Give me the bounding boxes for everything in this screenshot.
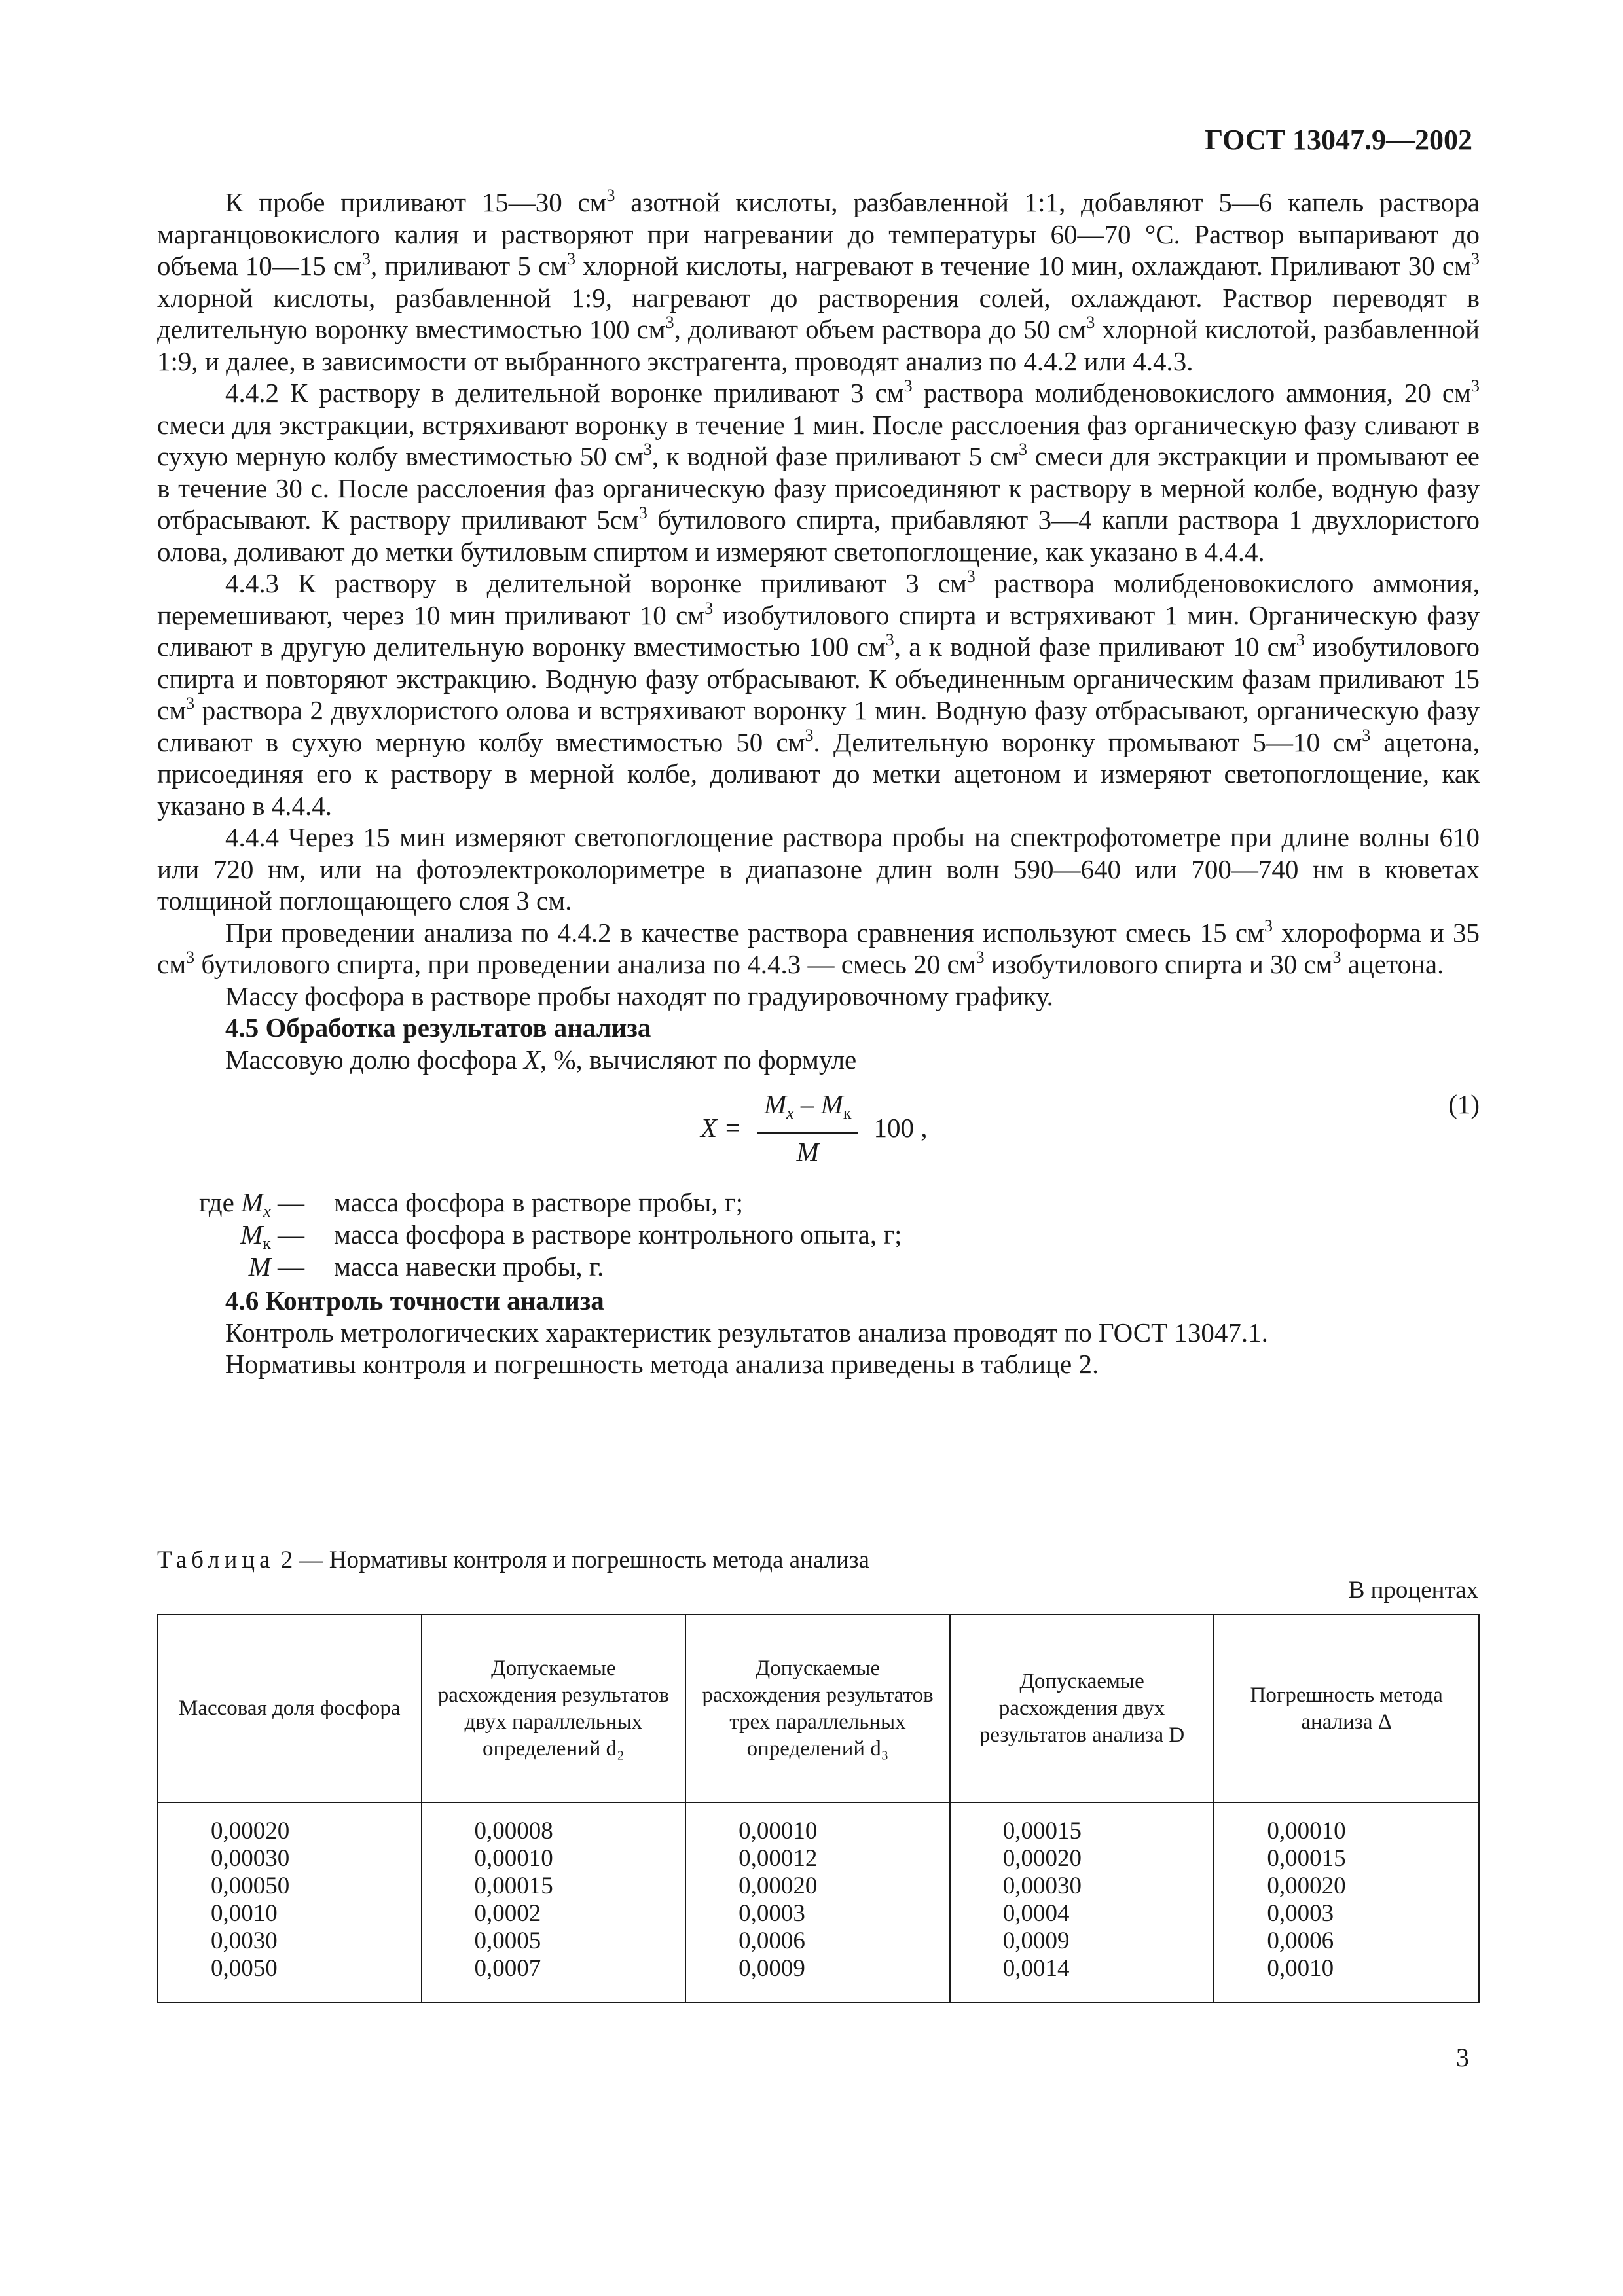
- table-header-cell: Массовая доля фосфора: [158, 1615, 422, 1803]
- formula-numerator: $M_x - M_к$: [757, 1088, 858, 1134]
- formula-block: [157, 1075, 1480, 1174]
- table-value: 0,00020: [1267, 1873, 1346, 1899]
- table-header-cell: Допускаемые расхождения результатов двух параллельных определений d₂: [422, 1615, 686, 1803]
- equation-number: (1): [1448, 1089, 1480, 1119]
- formula-denominator: M: [796, 1136, 819, 1167]
- table-value: 0,00015: [474, 1873, 553, 1899]
- table-header-cell: Допускаемые расхождения двух результатов анализа D: [950, 1615, 1214, 1803]
- table-value: 0,0009: [1002, 1928, 1070, 1954]
- table-value: 0,00010: [739, 1818, 818, 1844]
- table-value: 0,00015: [1267, 1845, 1346, 1872]
- table-value: 0,00020: [211, 1818, 290, 1844]
- table-value: 0,0009: [739, 1955, 805, 1982]
- table-value: 0,0014: [1002, 1955, 1070, 1982]
- table-value: 0,0004: [1002, 1900, 1070, 1927]
- table-value: 0,0003: [1267, 1900, 1334, 1927]
- table-value: 0,00010: [474, 1845, 553, 1872]
- table-cell: [1214, 1803, 1479, 2003]
- table-value: 0,0006: [1267, 1928, 1334, 1954]
- table-value: 0,00050: [211, 1873, 290, 1899]
- table-cell: [950, 1803, 1214, 2003]
- table-header-row: [158, 1615, 1479, 1803]
- document-header: ГОСТ 13047.9—2002: [1205, 124, 1472, 156]
- table-value: 0,00015: [1002, 1818, 1082, 1844]
- paragraph-p5: При проведении анализа по 4.4.2 в качестве раствора сравнения используют смесь 15 $см^3$ хлороформа и 35 $см^3$ бутилового спирта, при проведении анализа по 4.4.3 — смесь 20 $см^3$ изобутилового спирта и 30 $см^3$ ацетона.: [157, 916, 1480, 979]
- variable-legend: [157, 1187, 1480, 1285]
- table-cell: [158, 1803, 422, 2003]
- table-cell: [685, 1803, 950, 2003]
- section-heading-4-6: 4.6 Контроль точности анализа: [225, 1285, 604, 1316]
- paragraphs: [157, 187, 1480, 1012]
- table-value: 0,0010: [211, 1900, 278, 1927]
- legend-row: [157, 1251, 1401, 1282]
- table-value: 0,00030: [211, 1845, 290, 1872]
- formula-fraction: [757, 1088, 858, 1168]
- norms-table: [157, 1614, 1480, 2003]
- section-4-6-line-2: Нормативы контроля и погрешность метода анализа приведены в таблице 2.: [225, 1349, 1099, 1379]
- table-value: 0,00010: [1267, 1818, 1346, 1844]
- legend-definition: масса навески пробы, г.: [334, 1251, 604, 1282]
- table-header-cell: Погрешность метода анализа Δ: [1214, 1615, 1479, 1803]
- table-cell: [422, 1803, 686, 2003]
- table-value: 0,00008: [474, 1818, 553, 1844]
- table-value: 0,0007: [474, 1955, 541, 1982]
- table-value: 0,0030: [211, 1928, 278, 1954]
- paragraph-p3: 4.4.3 К раствору в делительной воронке приливают 3 $см^3$ раствора молибденовокислого аммония, перемешивают, через 10 мин приливают 10 $см^3$ изобутилового спирта и встряхивают 1 мин. Органическую фазу сливают в другую делительную воронку вместимостью 100 $см^3$, а к водной фазе приливают 10 $см^3$ изобутилового спирта и повторяют экстракцию. Водную фазу отбрасывают. К объединенным органическим фазам приливают 15 $см^3$ раствора 2 двухлористого олова и встряхивают воронку 1 мин. Водную фазу отбрасывают, органическую фазу сливают в сухую мерную колбу вместимостью 50 $см^3$. Делительную воронку промывают 5—10 $см^3$ ацетона, присоединяя его к раствору в мерной колбе, доливают до метки ацетоном и измеряют светопоглощение, как указано в 4.4.4.: [157, 567, 1480, 821]
- table-units: В процентах: [1348, 1577, 1478, 1604]
- formula-lhs: X =: [701, 1113, 742, 1143]
- formula: [701, 1088, 927, 1168]
- paragraph-p6: Массу фосфора в растворе пробы находят по градуировочному графику.: [225, 980, 1053, 1011]
- legend-symbol: где $M_x$ —: [198, 1187, 304, 1221]
- section-4-6-line-1: Контроль метрологических характеристик результатов анализа проводят по ГОСТ 13047.1.: [225, 1317, 1268, 1348]
- table-row: [158, 1803, 1479, 2003]
- table-header-cell: Допускаемые расхождения результатов трех параллельных определений d₃: [685, 1615, 950, 1803]
- table-value: 0,0003: [739, 1900, 805, 1927]
- table-value: 0,0010: [1267, 1955, 1334, 1982]
- legend-symbol: $M_к$ —: [240, 1219, 304, 1253]
- paragraph-p4: 4.4.4 Через 15 мин измеряют светопоглощение раствора пробы на спектрофотометре при длине волны 610 или 720 нм, или на фотоэлектроколориметре в диапазоне длин волн 590—640 или 700—740 нм в кюветах толщиной поглощающего слоя 3 см.: [157, 822, 1480, 916]
- legend-row: [157, 1219, 1401, 1253]
- table-value: 0,00020: [1002, 1845, 1082, 1872]
- section-heading-4-5: 4.5 Обработка результатов анализа: [225, 1013, 651, 1043]
- page-number: 3: [1456, 2043, 1469, 2072]
- legend-definition: масса фосфора в растворе пробы, г;: [334, 1187, 744, 1217]
- table-value: 0,00012: [739, 1845, 818, 1872]
- legend-definition: масса фосфора в растворе контрольного опыта, г;: [334, 1219, 902, 1249]
- table-value: 0,0002: [474, 1900, 541, 1927]
- table-value: 0,00030: [1002, 1873, 1082, 1899]
- table-caption: Таблица 2 — Нормативы контроля и погрешность метода анализа: [157, 1547, 869, 1573]
- formula-factor: 100 ,: [873, 1113, 928, 1143]
- table-value: 0,0006: [739, 1928, 805, 1954]
- table-value: 0,0005: [474, 1928, 541, 1954]
- paragraph-p2: 4.4.2 К раствору в делительной воронке приливают 3 $см^3$ раствора молибденовокислого аммония, 20 $см^3$ смеси для экстракции, встряхивают воронку в течение 1 мин. После расслоения фаз органическую фазу сливают в сухую мерную колбу вместимостью 50 $см^3$, к водной фазе приливают 5 $см^3$ смеси для экстракции и промывают ее в течение 30 с. После расслоения фаз органическую фазу присоединяют к раствору в мерной колбе, водную фазу отбрасывают. К раствору приливают $5см^3$ бутилового спирта, прибавляют 3—4 капли раствора 1 двухлористого олова, доливают до метки бутиловым спиртом и измеряют светопоглощение, как указано в 4.4.4.: [157, 376, 1480, 567]
- legend-row: [157, 1187, 1401, 1221]
- table-value: 0,0050: [211, 1955, 278, 1982]
- legend-symbol: M —: [248, 1251, 304, 1282]
- table-value: 0,00020: [739, 1873, 818, 1899]
- document-body: [157, 187, 1480, 1380]
- formula-intro: Массовую долю фосфора X, %, вычисляют по формуле: [225, 1044, 857, 1075]
- paragraph-p1: К пробе приливают 15—30 $см^3$ азотной кислоты, разбавленной 1:1, добавляют 5—6 капель раствора марганцовокислого калия и растворяют при нагревании до температуры 60—70 °С. Раствор выпаривают до объема 10—15 $см^3$, приливают 5 $см^3$ хлорной кислоты, нагревают в течение 10 мин, охлаждают. Приливают 30 $см^3$ хлорной кислоты, разбавленной 1:9, нагревают до растворения солей, охлаждают. Раствор переводят в делительную воронку вместимостью 100 $см^3$, доливают объем раствора до 50 $см^3$ хлорной кислотой, разбавленной 1:9, и далее, в зависимости от выбранного экстрагента, проводят анализ по 4.4.2 или 4.4.3.: [157, 186, 1480, 376]
